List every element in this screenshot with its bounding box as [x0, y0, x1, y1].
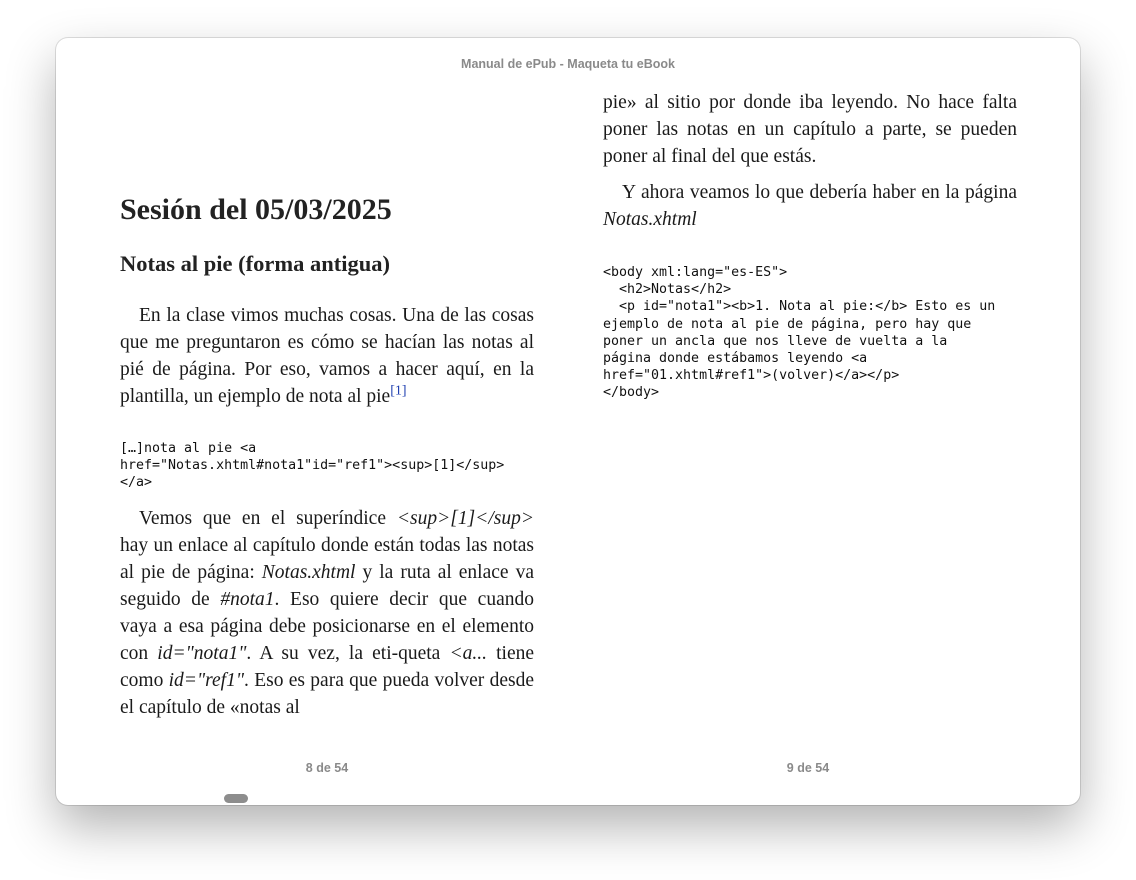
paragraph-explanation [120, 505, 534, 721]
left-page [120, 38, 534, 805]
paragraph-next [603, 179, 1017, 233]
explanation-code: id="ref1" [168, 670, 245, 691]
explanation-text: hay un enlace al capítulo donde están todas las notas al pie de página: [120, 535, 534, 583]
explanation-code: Notas.xhtml [261, 562, 356, 583]
explanation-code: <sup>[1]</sup> [396, 508, 534, 529]
explanation-text: . Eso quiere decir que cuando vaya a esa página debe posicionarse en el elemento con [120, 589, 534, 664]
session-title: Sesión del 05/03/2025 [120, 193, 392, 226]
code-sample-notes-page: <body xml:lang="es-ES"> <h2>Notas</h2> <p id="nota1"><b>1. Nota al pie:</b> Esto es un ejemplo de nota al pie de página, pero hay que poner un ancla que nos lleve de vuelta a la página donde estábamos leyendo <a href="01.xhtml#ref1">(volver)</a></p> </body> [603, 265, 996, 401]
footnote-link[interactable]: [1] [390, 383, 407, 399]
explanation-code: #nota1 [220, 589, 275, 610]
section-heading: Notas al pie (forma antigua) [120, 251, 390, 276]
paragraph-intro-text: En la clase vimos muchas cosas. Una de las cosas que me preguntaron es cómo se hacían las notas al pié de página. Por eso, vamos a hacer aquí, en la plantilla, un ejemplo de nota al pie [120, 305, 534, 407]
right-page [603, 38, 1017, 805]
page-scrubber-handle[interactable] [224, 794, 248, 803]
explanation-text: tiene como [120, 643, 535, 691]
paragraph-next-filename: Notas.xhtml [603, 209, 697, 230]
code-sample-footnote-ref: […]nota al pie <a href="Notas.xhtml#nota1"id="ref1"><sup>[1]</sup> </a> [120, 441, 505, 491]
book-title: Manual de ePub - Maqueta tu eBook [461, 57, 675, 71]
explanation-text: . Eso es para que pueda volver desde el capítulo de «notas al [120, 670, 534, 718]
paragraph-intro [120, 302, 534, 410]
explanation-text: Vemos que en el superíndice [139, 508, 397, 529]
paragraph-next-text: Y ahora veamos lo que debería haber en la página [622, 182, 1017, 203]
explanation-text: . A su vez, la eti-queta [246, 643, 450, 664]
explanation-text: y la ruta al enlace va seguido de [120, 562, 534, 610]
right-page-number: 9 de 54 [786, 761, 830, 775]
explanation-code: id="nota1" [157, 643, 247, 664]
book-reader-window [56, 38, 1080, 805]
explanation-code: <a... [449, 643, 487, 664]
left-page-number: 8 de 54 [305, 761, 349, 775]
paragraph-continued: pie» al sitio por donde iba leyendo. No hace falta poner las notas en un capítulo a parte, se pueden poner al final del que estás. [603, 92, 1017, 167]
